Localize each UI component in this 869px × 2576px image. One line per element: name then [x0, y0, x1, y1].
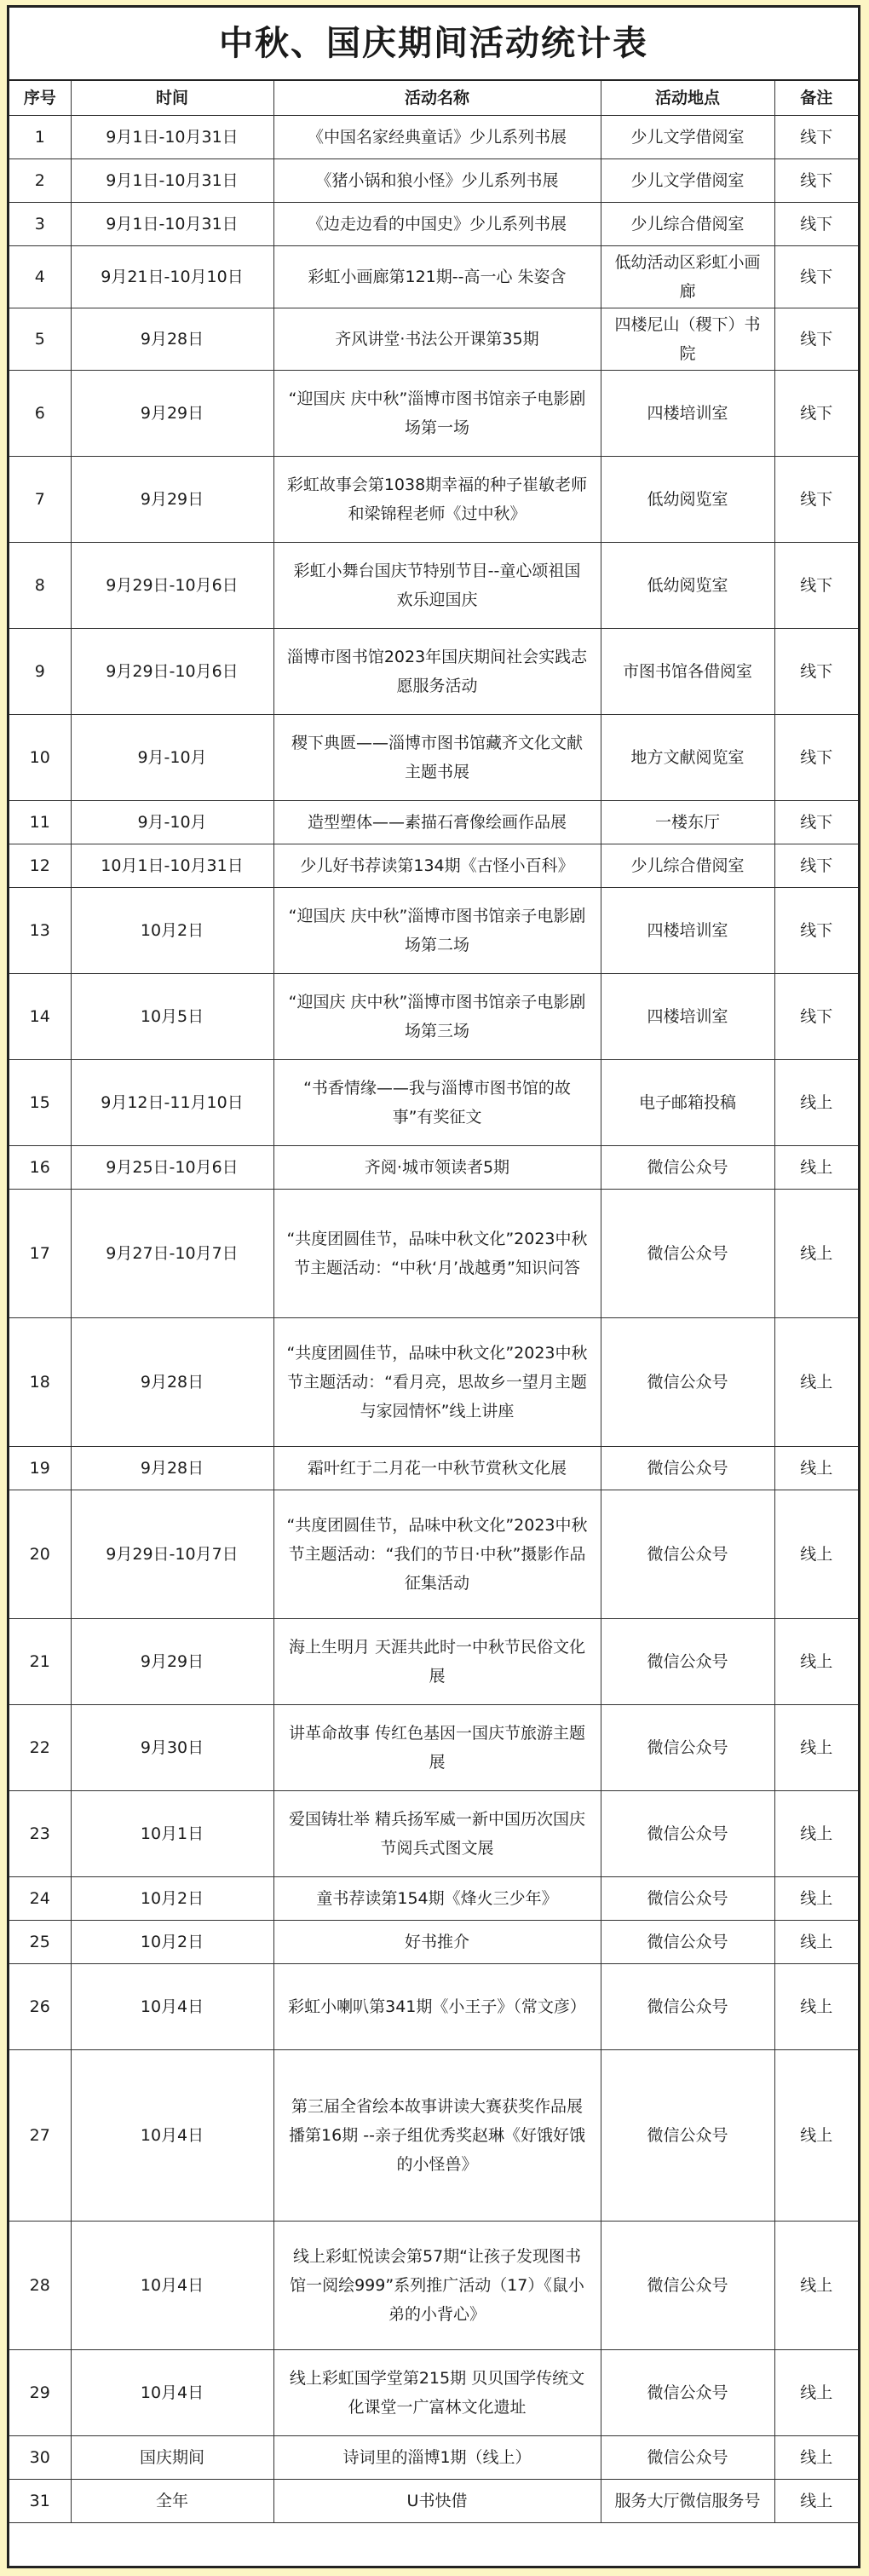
cell-note: 线下: [774, 159, 858, 203]
table-row: [9, 116, 858, 159]
cell-place: 少儿文学借阅室: [601, 159, 774, 203]
cell-place: 四楼尼山（稷下）书院: [601, 308, 774, 371]
cell-place: 电子邮箱投稿: [601, 1060, 774, 1146]
table-row: [9, 1060, 858, 1146]
table-row: [9, 203, 858, 246]
table-row: [9, 1877, 858, 1921]
cell-activity-name: 海上生明月 天涯共此时一中秋节民俗文化展: [273, 1619, 601, 1705]
cell-time: 9月21日-10月10日: [71, 246, 273, 308]
cell-activity-name: “迎国庆 庆中秋”淄博市图书馆亲子电影剧场第一场: [273, 371, 601, 457]
cell-no: 10: [9, 715, 71, 801]
header-place: 活动地点: [601, 81, 774, 116]
cell-place: 微信公众号: [601, 1447, 774, 1490]
cell-activity-name: “迎国庆 庆中秋”淄博市图书馆亲子电影剧场第三场: [273, 974, 601, 1060]
cell-activity-name: 齐阅·城市领读者5期: [273, 1146, 601, 1190]
cell-place: 微信公众号: [601, 1791, 774, 1877]
cell-time: 9月30日: [71, 1705, 273, 1791]
table-row: [9, 1190, 858, 1318]
table-row: [9, 159, 858, 203]
cell-time: 9月1日-10月31日: [71, 159, 273, 203]
cell-no: 23: [9, 1791, 71, 1877]
cell-place: 微信公众号: [601, 1921, 774, 1964]
cell-place: 微信公众号: [601, 1877, 774, 1921]
cell-time: 10月4日: [71, 2350, 273, 2436]
cell-note: 线下: [774, 246, 858, 308]
cell-activity-name: 讲革命故事 传红色基因一国庆节旅游主题展: [273, 1705, 601, 1791]
cell-activity-name: 淄博市图书馆2023年国庆期间社会实践志愿服务活动: [273, 629, 601, 715]
table-row: [9, 2222, 858, 2350]
cell-no: 19: [9, 1447, 71, 1490]
cell-place: 微信公众号: [601, 1146, 774, 1190]
cell-activity-name: 线上彩虹悦读会第57期“让孩子发现图书馆一阅绘999”系列推广活动（17）《鼠小弟的小背心》: [273, 2222, 601, 2350]
cell-note: 线上: [774, 1146, 858, 1190]
cell-activity-name: 第三届全省绘本故事讲读大赛获奖作品展播第16期 --亲子组优秀奖赵琳《好饿好饿的小怪兽》: [273, 2050, 601, 2222]
table-row: [9, 801, 858, 844]
cell-activity-name: “共度团圆佳节，品味中秋文化”2023中秋节主题活动：“我们的节日·中秋”摄影作品征集活动: [273, 1490, 601, 1619]
cell-note: 线下: [774, 371, 858, 457]
cell-note: 线下: [774, 801, 858, 844]
cell-place: 低幼阅览室: [601, 543, 774, 629]
cell-note: 线上: [774, 1060, 858, 1146]
cell-time: 10月2日: [71, 1877, 273, 1921]
cell-activity-name: 诗词里的淄博1期（线上）: [273, 2436, 601, 2480]
cell-note: 线下: [774, 974, 858, 1060]
cell-no: 15: [9, 1060, 71, 1146]
cell-note: 线上: [774, 1921, 858, 1964]
cell-time: 9月28日: [71, 1318, 273, 1447]
cell-place: 微信公众号: [601, 1705, 774, 1791]
cell-time: 9月28日: [71, 1447, 273, 1490]
cell-no: 5: [9, 308, 71, 371]
cell-place: 一楼东厅: [601, 801, 774, 844]
cell-no: 31: [9, 2480, 71, 2523]
cell-place: 四楼培训室: [601, 371, 774, 457]
table-row: [9, 1921, 858, 1964]
cell-note: 线上: [774, 1877, 858, 1921]
cell-time: 9月29日: [71, 1619, 273, 1705]
cell-place: 微信公众号: [601, 1190, 774, 1318]
table-row: [9, 1490, 858, 1619]
table-row: [9, 1619, 858, 1705]
cell-no: 14: [9, 974, 71, 1060]
cell-activity-name: 童书荐读第154期《烽火三少年》: [273, 1877, 601, 1921]
cell-note: 线上: [774, 1964, 858, 2050]
cell-place: 少儿综合借阅室: [601, 203, 774, 246]
cell-no: 17: [9, 1190, 71, 1318]
cell-note: 线下: [774, 629, 858, 715]
cell-activity-name: 线上彩虹国学堂第215期 贝贝国学传统文化课堂一广富林文化遗址: [273, 2350, 601, 2436]
cell-activity-name: 《边走边看的中国史》少儿系列书展: [273, 203, 601, 246]
cell-time: 9月25日-10月6日: [71, 1146, 273, 1190]
table-row: [9, 2050, 858, 2222]
cell-time: 9月-10月: [71, 715, 273, 801]
cell-no: 4: [9, 246, 71, 308]
cell-time: 10月4日: [71, 2050, 273, 2222]
activity-table: [9, 81, 858, 2523]
cell-note: 线下: [774, 457, 858, 543]
cell-time: 全年: [71, 2480, 273, 2523]
cell-activity-name: “共度团圆佳节，品味中秋文化”2023中秋节主题活动：“中秋‘月’战越勇”知识问答: [273, 1190, 601, 1318]
cell-activity-name: 好书推介: [273, 1921, 601, 1964]
cell-place: 微信公众号: [601, 1490, 774, 1619]
cell-note: 线上: [774, 1619, 858, 1705]
cell-time: 9月1日-10月31日: [71, 203, 273, 246]
cell-no: 9: [9, 629, 71, 715]
table-row: [9, 974, 858, 1060]
cell-no: 2: [9, 159, 71, 203]
table-row: [9, 1705, 858, 1791]
cell-activity-name: 彩虹小喇叭第341期《小王子》（常文彦）: [273, 1964, 601, 2050]
cell-time: 9月29日-10月7日: [71, 1490, 273, 1619]
cell-no: 18: [9, 1318, 71, 1447]
cell-note: 线下: [774, 715, 858, 801]
cell-activity-name: 齐风讲堂·书法公开课第35期: [273, 308, 601, 371]
cell-time: 10月2日: [71, 1921, 273, 1964]
cell-activity-name: 《猪小锅和狼小怪》少儿系列书展: [273, 159, 601, 203]
cell-activity-name: 彩虹故事会第1038期幸福的种子崔敏老师和梁锦程老师《过中秋》: [273, 457, 601, 543]
cell-no: 8: [9, 543, 71, 629]
cell-no: 3: [9, 203, 71, 246]
cell-time: 10月1日: [71, 1791, 273, 1877]
cell-place: 市图书馆各借阅室: [601, 629, 774, 715]
cell-activity-name: “书香情缘——我与淄博市图书馆的故事”有奖征文: [273, 1060, 601, 1146]
cell-place: 微信公众号: [601, 2050, 774, 2222]
cell-place: 地方文献阅览室: [601, 715, 774, 801]
cell-time: 10月4日: [71, 2222, 273, 2350]
cell-place: 低幼活动区彩虹小画廊: [601, 246, 774, 308]
cell-note: 线上: [774, 2480, 858, 2523]
cell-note: 线上: [774, 1705, 858, 1791]
cell-no: 12: [9, 844, 71, 888]
cell-no: 13: [9, 888, 71, 974]
table-row: [9, 2350, 858, 2436]
cell-time: 10月2日: [71, 888, 273, 974]
cell-time: 9月12日-11月10日: [71, 1060, 273, 1146]
page-title: 中秋、国庆期间活动统计表: [9, 8, 858, 81]
table-row: [9, 308, 858, 371]
cell-no: 24: [9, 1877, 71, 1921]
cell-place: 服务大厅微信服务号: [601, 2480, 774, 2523]
cell-place: 微信公众号: [601, 2350, 774, 2436]
cell-place: 少儿综合借阅室: [601, 844, 774, 888]
cell-activity-name: 霜叶红于二月花一中秋节赏秋文化展: [273, 1447, 601, 1490]
table-row: [9, 1146, 858, 1190]
table-row: [9, 2436, 858, 2480]
header-no: 序号: [9, 81, 71, 116]
table-row: [9, 2480, 858, 2523]
cell-note: 线下: [774, 308, 858, 371]
cell-time: 9月29日-10月6日: [71, 629, 273, 715]
cell-place: 微信公众号: [601, 1619, 774, 1705]
cell-note: 线上: [774, 1190, 858, 1318]
cell-note: 线下: [774, 116, 858, 159]
cell-time: 10月4日: [71, 1964, 273, 2050]
cell-no: 1: [9, 116, 71, 159]
cell-no: 20: [9, 1490, 71, 1619]
cell-no: 11: [9, 801, 71, 844]
cell-time: 9月27日-10月7日: [71, 1190, 273, 1318]
cell-place: 四楼培训室: [601, 888, 774, 974]
cell-note: 线上: [774, 2050, 858, 2222]
table-row: [9, 457, 858, 543]
cell-activity-name: “迎国庆 庆中秋”淄博市图书馆亲子电影剧场第二场: [273, 888, 601, 974]
cell-note: 线上: [774, 1791, 858, 1877]
cell-activity-name: 造型塑体——素描石膏像绘画作品展: [273, 801, 601, 844]
cell-note: 线下: [774, 543, 858, 629]
cell-activity-name: U书快借: [273, 2480, 601, 2523]
table-row: [9, 1447, 858, 1490]
table-row: [9, 543, 858, 629]
cell-place: 少儿文学借阅室: [601, 116, 774, 159]
cell-note: 线上: [774, 1490, 858, 1619]
cell-no: 30: [9, 2436, 71, 2480]
cell-time: 9月29日: [71, 371, 273, 457]
cell-no: 25: [9, 1921, 71, 1964]
cell-no: 28: [9, 2222, 71, 2350]
cell-time: 10月5日: [71, 974, 273, 1060]
cell-no: 26: [9, 1964, 71, 2050]
cell-time: 9月29日: [71, 457, 273, 543]
table-row: [9, 1791, 858, 1877]
table-header-row: [9, 81, 858, 116]
cell-place: 低幼阅览室: [601, 457, 774, 543]
cell-place: 微信公众号: [601, 1318, 774, 1447]
table-row: [9, 1318, 858, 1447]
cell-activity-name: 彩虹小舞台国庆节特别节目--童心颂祖国 欢乐迎国庆: [273, 543, 601, 629]
cell-activity-name: 爱国铸壮举 精兵扬军威一新中国历次国庆节阅兵式图文展: [273, 1791, 601, 1877]
cell-activity-name: “共度团圆佳节，品味中秋文化”2023中秋节主题活动：“看月亮，思故乡一望月主题与家园情怀”线上讲座: [273, 1318, 601, 1447]
cell-place: 微信公众号: [601, 2222, 774, 2350]
cell-note: 线下: [774, 888, 858, 974]
cell-no: 22: [9, 1705, 71, 1791]
cell-no: 29: [9, 2350, 71, 2436]
cell-note: 线下: [774, 203, 858, 246]
cell-no: 16: [9, 1146, 71, 1190]
cell-activity-name: 彩虹小画廊第121期--高一心 朱姿含: [273, 246, 601, 308]
cell-place: 微信公众号: [601, 1964, 774, 2050]
table-row: [9, 371, 858, 457]
cell-no: 6: [9, 371, 71, 457]
table-row: [9, 246, 858, 308]
cell-time: 9月-10月: [71, 801, 273, 844]
cell-time: 9月29日-10月6日: [71, 543, 273, 629]
cell-time: 9月28日: [71, 308, 273, 371]
cell-note: 线上: [774, 2222, 858, 2350]
statistics-sheet: [7, 5, 860, 2568]
table-row: [9, 629, 858, 715]
cell-place: 微信公众号: [601, 2436, 774, 2480]
cell-note: 线上: [774, 1318, 858, 1447]
cell-place: 四楼培训室: [601, 974, 774, 1060]
cell-activity-name: 稷下典匮——淄博市图书馆藏齐文化文献主题书展: [273, 715, 601, 801]
cell-no: 21: [9, 1619, 71, 1705]
table-row: [9, 715, 858, 801]
cell-activity-name: 《中国名家经典童话》少儿系列书展: [273, 116, 601, 159]
cell-note: 线上: [774, 2436, 858, 2480]
table-row: [9, 1964, 858, 2050]
table-body: [9, 116, 858, 2523]
cell-time: 9月1日-10月31日: [71, 116, 273, 159]
cell-activity-name: 少儿好书荐读第134期《古怪小百科》: [273, 844, 601, 888]
header-note: 备注: [774, 81, 858, 116]
cell-note: 线上: [774, 1447, 858, 1490]
cell-note: 线下: [774, 844, 858, 888]
header-name: 活动名称: [273, 81, 601, 116]
table-row: [9, 888, 858, 974]
table-row: [9, 844, 858, 888]
cell-no: 27: [9, 2050, 71, 2222]
cell-time: 国庆期间: [71, 2436, 273, 2480]
cell-note: 线上: [774, 2350, 858, 2436]
cell-time: 10月1日-10月31日: [71, 844, 273, 888]
cell-no: 7: [9, 457, 71, 543]
header-time: 时间: [71, 81, 273, 116]
